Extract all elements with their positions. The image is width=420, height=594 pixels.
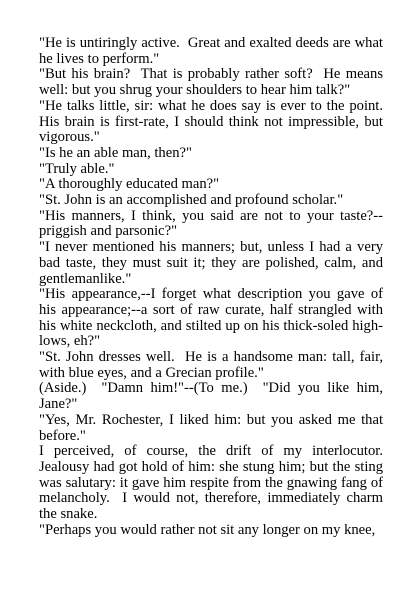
paragraph: "Truly able." xyxy=(39,160,115,177)
page-text xyxy=(39,35,391,539)
paragraph: (Aside.) "Damn him!"--(To me.) "Did you like him, Jane?" xyxy=(39,380,387,413)
paragraph: "Yes, Mr. Rochester, I liked him: but you asked me that before." xyxy=(39,411,387,444)
paragraph: "I never mentioned his manners; but, unless I had a very bad taste, they must suit it; they are polished, calm, and gentlemanlike." xyxy=(39,239,387,287)
paragraph: "He talks little, sir: what he does say is ever to the point. His brain is first-rate, I should think not impressible, but vigorous." xyxy=(39,97,391,146)
paragraph: "St. John dresses well. He is a handsome man: tall, fair, with blue eyes, and a Grecian profile." xyxy=(39,349,387,381)
paragraph: "His manners, I think, you said are not to your taste?--priggish and parsonic?" xyxy=(39,207,383,240)
paragraph: "A thoroughly educated man?" xyxy=(39,176,220,193)
paragraph: "He is untiringly active. Great and exalted deeds are what he lives to perform." xyxy=(39,35,387,67)
paragraph: "Is he an able man, then?" xyxy=(39,144,192,161)
paragraph: I perceived, of course, the drift of my interlocutor. Jealousy had got hold of him: she stung him; but the sting was salutary: it gave him respite from the gnawing fang of melancholy. I would not, therefore, immediately charm the snake. xyxy=(39,443,391,523)
paragraph: "Perhaps you would rather not sit any longer on my knee, xyxy=(39,521,376,538)
paragraph: "His appearance,--I forget what description you gave of his appearance;--a sort of raw curate, half strangled with his white neckcloth, and stilted up on his thick-soled high-lows, eh?" xyxy=(39,286,387,350)
paragraph: "But his brain? That is probably rather soft? He means well: but you shrug your shoulders to hear him talk?" xyxy=(39,66,387,99)
paragraph: "St. John is an accomplished and profound scholar." xyxy=(39,192,344,209)
